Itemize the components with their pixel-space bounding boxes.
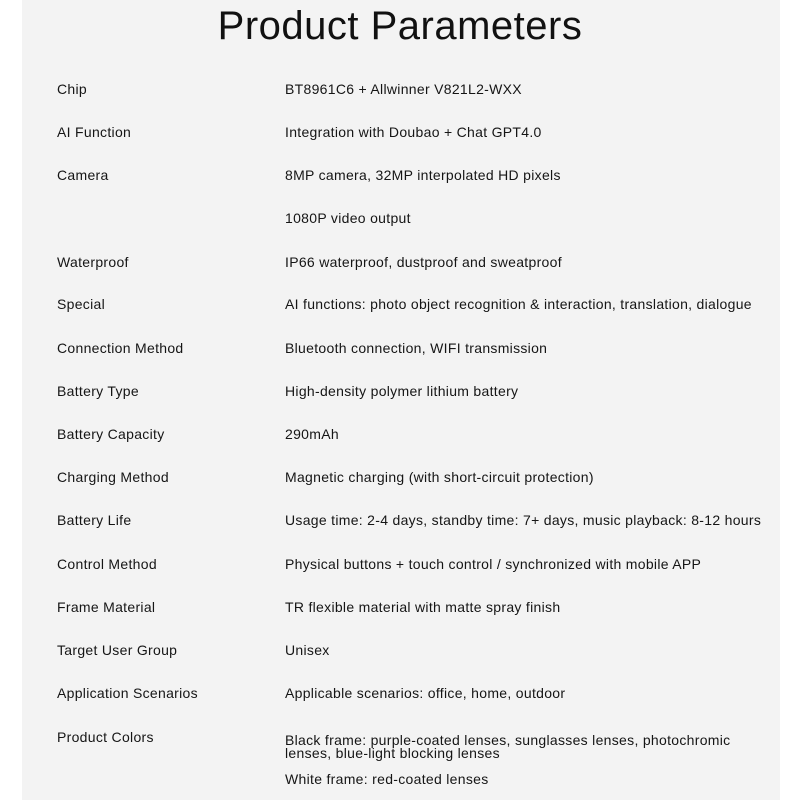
param-value: Integration with Doubao + Chat GPT4.0 <box>285 124 542 140</box>
param-value: High-density polymer lithium battery <box>285 383 519 399</box>
param-value: 290mAh <box>285 426 339 442</box>
param-value: Usage time: 2-4 days, standby time: 7+ days, music playback: 8-12 hours <box>285 512 762 528</box>
param-value: 1080P video output <box>285 210 411 226</box>
param-label: Charging Method <box>57 469 169 485</box>
param-value: Bluetooth connection, WIFI transmission <box>285 340 548 356</box>
param-label: Special <box>57 296 106 312</box>
param-value: White frame: red-coated lenses <box>285 771 489 787</box>
param-value: BT8961C6 + Allwinner V821L2-WXX <box>285 81 522 97</box>
param-value: Physical buttons + touch control / synchronized with mobile APP <box>285 556 702 572</box>
param-value: AI functions: photo object recognition & interaction, translation, dialogue <box>285 296 752 312</box>
param-value: Applicable scenarios: office, home, outdoor <box>285 685 566 701</box>
param-label: Camera <box>57 167 109 183</box>
param-label: Target User Group <box>57 642 178 658</box>
param-label: Application Scenarios <box>57 685 198 701</box>
param-label: Battery Capacity <box>57 426 165 442</box>
document-page <box>22 0 780 800</box>
param-value: Unisex <box>285 642 330 658</box>
param-label: Connection Method <box>57 340 184 356</box>
param-value: Magnetic charging (with short-circuit protection) <box>285 469 594 485</box>
param-value: 8MP camera, 32MP interpolated HD pixels <box>285 167 561 183</box>
param-value: Black frame: purple-coated lenses, sunglasses lenses, photochromic lenses, blue-light blocking lenses <box>285 732 731 761</box>
param-label: Frame Material <box>57 599 156 615</box>
param-label: Battery Life <box>57 512 132 528</box>
param-label: Control Method <box>57 556 157 572</box>
param-value: TR flexible material with matte spray finish <box>285 599 561 615</box>
param-label: Chip <box>57 81 87 97</box>
param-label: Waterproof <box>57 254 129 270</box>
param-value: IP66 waterproof, dustproof and sweatproof <box>285 254 562 270</box>
param-label: AI Function <box>57 124 132 140</box>
page-title: Product Parameters <box>217 4 583 48</box>
param-label: Product Colors <box>57 729 154 745</box>
param-label: Battery Type <box>57 383 139 399</box>
